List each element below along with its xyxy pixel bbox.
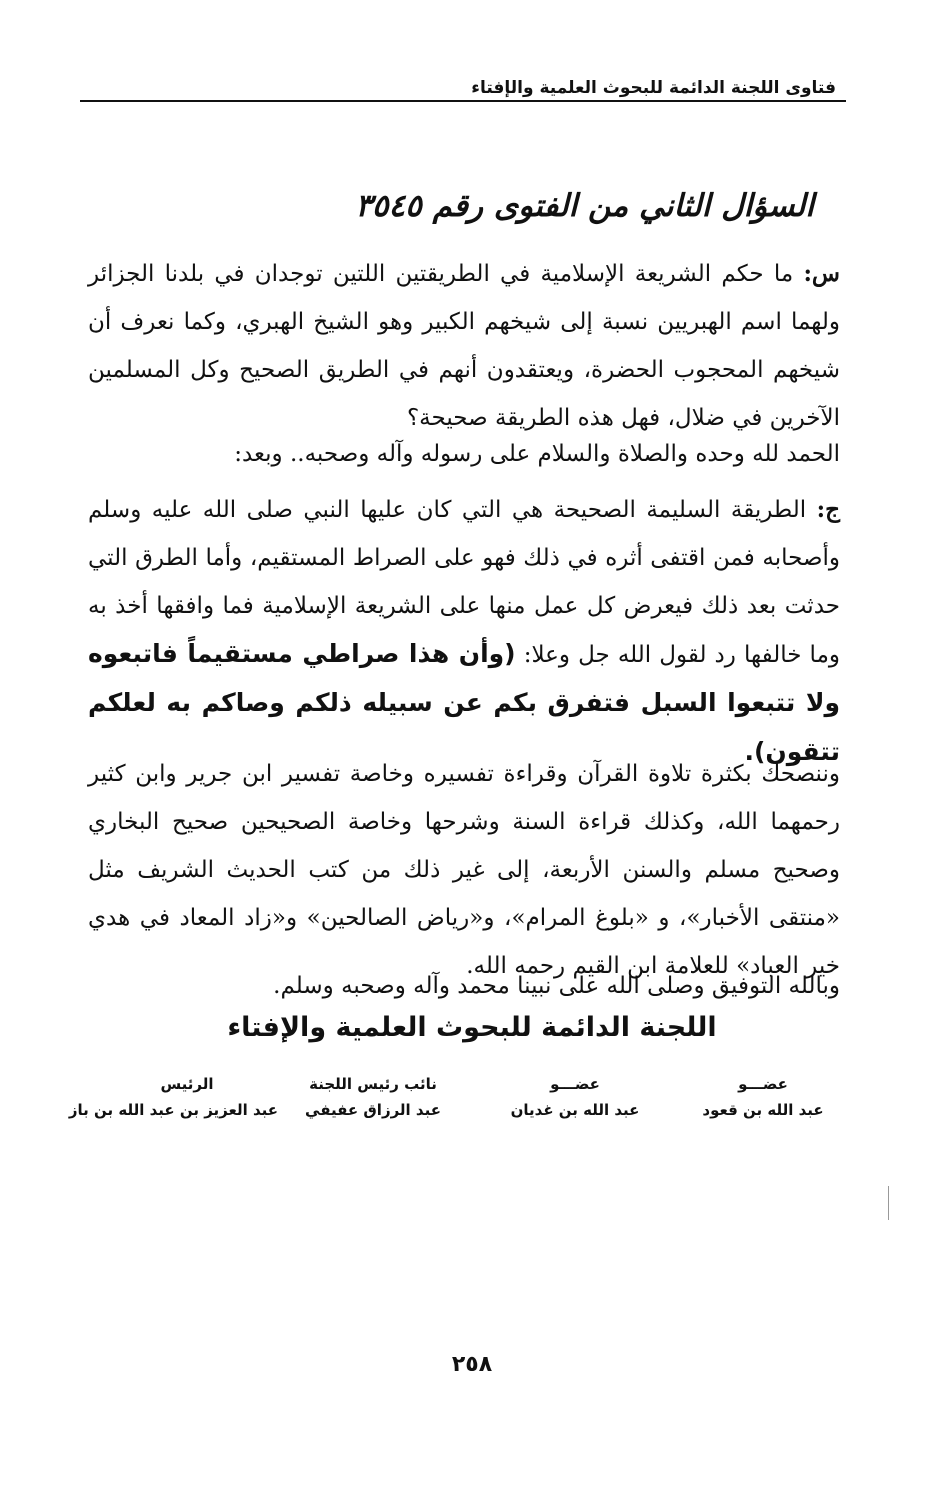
closing-paragraph: [88, 962, 840, 1010]
answer-label: ج:: [816, 496, 840, 523]
question-paragraph: [88, 250, 840, 442]
opening-paragraph: [88, 430, 840, 478]
answer-text: الطريقة السليمة الصحيحة هي التي كان عليها النبي صلى الله عليه وسلم وأصحابه فمن اقتفى أثره في ذلك فهو على الصراط المستقيم، وأما الطرق التي حدثت بعد ذلك فيعرض كل عمل منها على الشريعة الإسلامية فما وافقها أخذ به وما خالفها رد لقول الله جل وعلا:: [88, 497, 840, 668]
header-rule: [80, 100, 846, 102]
closing-text: وبالله التوفيق وصلى الله على نبينا محمد وآله وصحبه وسلم.: [273, 973, 840, 999]
signatory-role: نائب رئيس اللجنة: [309, 1075, 437, 1093]
page-number: ٢٥٨: [451, 1352, 493, 1377]
advice-text: وننصحك بكثرة تلاوة القرآن وقراءة تفسيره وخاصة تفسير ابن جرير وابن كثير رحمهما الله، وكذلك قراءة السنة وشرحها وخاصة الصحيحين صحيح البخاري وصحيح مسلم والسنن الأربعة، إلى غير ذلك من كتب الحديث الشريف مثل «منتقى الأخبار»، و «بلوغ المرام»، و«رياض الصالحين» و«زاد المعاد في هدي خير العباد» للعلامة ابن القيم رحمه الله.: [88, 761, 840, 979]
signatory-1: [688, 1072, 838, 1124]
signatory-name: عبد العزيز بن عبد الله بن باز: [68, 1101, 278, 1119]
signatory-name: عبد الله بن قعود: [702, 1101, 824, 1119]
signatory-name: عبد الله بن غديان: [510, 1101, 640, 1119]
signatory-role: عضـــو: [550, 1075, 600, 1093]
question-text: ما حكم الشريعة الإسلامية في الطريقتين اللتين توجدان في بلدنا الجزائر ولهما اسم الهبريين نسبة إلى شيخهم الكبير وهو الشيخ الهبري، وكما نعرف أن شيخهم المحجوب الحضرة، ويعتقدون أنهم في الطريق الصحيح وكل المسلمين الآخرين في ضلال، فهل هذه الطريقة صحيحة؟: [88, 261, 840, 431]
committee-name: اللجنة الدائمة للبحوث العلمية والإفتاء: [227, 1012, 717, 1043]
signatory-role: عضـــو: [738, 1075, 788, 1093]
margin-mark: [888, 1186, 889, 1220]
quran-quote: (وأن هذا صراطي مستقيماً فاتبعوه ولا تتبعوا السبل فتفرق بكم عن سبيله ذلكم وصاكم به لعلكم تتقون).: [88, 639, 840, 766]
answer-paragraph: [88, 486, 840, 777]
running-header: فتاوى اللجنة الدائمة للبحوث العلمية والإفتاء: [471, 78, 836, 98]
question-title: السؤال الثاني من الفتوى رقم ٣٥٤٥: [355, 188, 814, 224]
signatures: [68, 1072, 838, 1132]
signatory-4: [68, 1072, 278, 1124]
advice-paragraph: [88, 750, 840, 990]
question-label: س:: [803, 260, 841, 287]
opening-text: الحمد لله وحده والصلاة والسلام على رسوله وآله وصحبه.. وبعد:: [234, 441, 840, 467]
signatory-3: [288, 1072, 458, 1124]
signatory-2: [500, 1072, 650, 1124]
signatory-name: عبد الرزاق عفيفي: [305, 1101, 441, 1119]
signatory-role: الرئيس: [160, 1075, 214, 1093]
